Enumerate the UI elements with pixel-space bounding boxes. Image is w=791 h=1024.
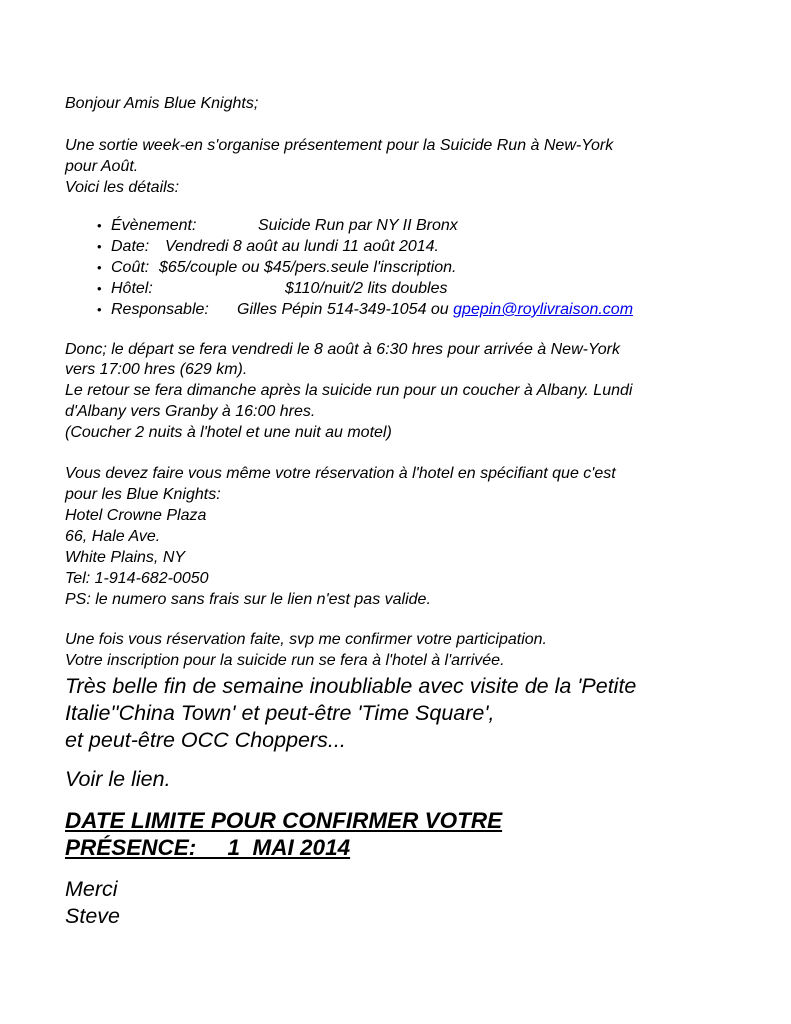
- departure-line-5: (Coucher 2 nuits à l'hotel et une nuit au motel): [65, 424, 392, 441]
- email-link[interactable]: gpepin@roylivraison.com: [453, 301, 634, 318]
- intro-line-2: pour Août.: [65, 158, 139, 175]
- hotel-street: 66, Hale Ave.: [65, 528, 161, 545]
- weekend-line-2: Italie''China Town' et peut-être 'Time Square',: [65, 701, 495, 725]
- weekend-line-1: Très belle fin de semaine inoubliable avec visite de la 'Petite: [65, 674, 637, 698]
- detail-label: Responsable:: [111, 301, 209, 318]
- detail-item-hotel: [97, 279, 447, 299]
- detail-item-date: [97, 237, 439, 257]
- reservation-line-2: pour les Blue Knights:: [65, 486, 221, 503]
- detail-item-cost: [97, 258, 456, 278]
- detail-value: Gilles Pépin 514-349-1054 ou: [237, 301, 449, 318]
- detail-value: Vendredi 8 août au lundi 11 août 2014.: [165, 238, 439, 255]
- detail-item-event: [97, 216, 458, 236]
- hotel-phone: Tel: 1-914-682-0050: [65, 570, 209, 587]
- bullet-icon: •: [97, 260, 102, 275]
- detail-value: Suicide Run par NY II Bronx: [258, 217, 458, 234]
- detail-value: $110/nuit/2 lits doubles: [285, 280, 448, 297]
- departure-line-4: d'Albany vers Granby à 16:00 hres.: [65, 403, 316, 420]
- detail-value: $65/couple ou $45/pers.seule l'inscription.: [159, 259, 457, 276]
- hotel-name: Hotel Crowne Plaza: [65, 507, 207, 524]
- detail-label: Coût:: [111, 259, 150, 276]
- detail-item-contact: [97, 300, 633, 320]
- greeting: Bonjour Amis Blue Knights;: [65, 95, 259, 112]
- signature: Steve: [65, 904, 120, 928]
- confirm-line-1: Une fois vous réservation faite, svp me confirmer votre participation.: [65, 631, 547, 648]
- bullet-icon: •: [97, 218, 102, 233]
- departure-line-2: vers 17:00 hres (629 km).: [65, 361, 248, 378]
- see-link-text: Voir le lien.: [65, 767, 171, 791]
- intro-line-3: Voici les détails:: [65, 179, 180, 196]
- departure-line-1: Donc; le départ se fera vendredi le 8 août à 6:30 hres pour arrivée à New-York: [65, 341, 620, 358]
- deadline-line-1: DATE LIMITE POUR CONFIRMER VOTRE: [65, 808, 503, 833]
- detail-label: Hôtel:: [111, 280, 153, 297]
- deadline-line-2: PRÉSENCE: 1 MAI 2014: [65, 835, 351, 860]
- ps-note: PS: le numero sans frais sur le lien n'est pas valide.: [65, 591, 431, 608]
- reservation-line-1: Vous devez faire vous même votre réservation à l'hotel en spécifiant que c'est: [65, 465, 616, 482]
- bullet-icon: •: [97, 281, 102, 296]
- closing-thanks: Merci: [65, 877, 118, 901]
- weekend-line-3: et peut-être OCC Choppers...: [65, 728, 346, 752]
- detail-label: Date:: [111, 238, 150, 255]
- intro-line-1: Une sortie week-en s'organise présentement pour la Suicide Run à New-York: [65, 137, 614, 154]
- detail-label: Évènement:: [111, 217, 197, 234]
- departure-line-3: Le retour se fera dimanche après la suicide run pour un coucher à Albany. Lundi: [65, 382, 633, 399]
- bullet-icon: •: [97, 239, 102, 254]
- bullet-icon: •: [97, 302, 102, 317]
- hotel-city: White Plains, NY: [65, 549, 186, 566]
- confirm-line-2: Votre inscription pour la suicide run se fera à l'hotel à l'arrivée.: [65, 652, 505, 669]
